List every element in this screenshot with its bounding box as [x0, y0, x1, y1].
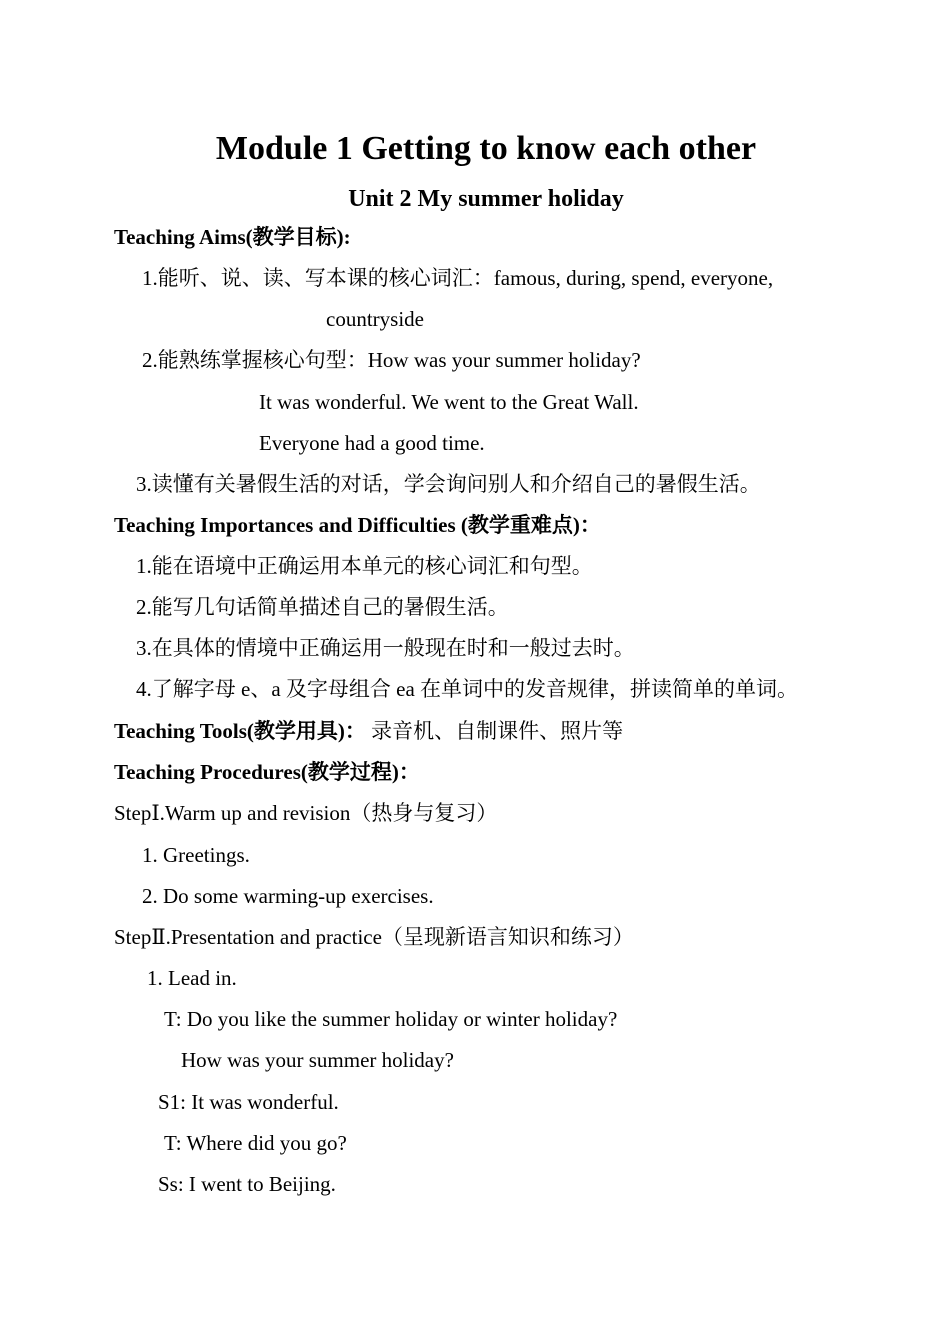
dialogue-line: T: Do you like the summer holiday or winter holiday?: [164, 1007, 618, 1031]
dialogue-line: How was your summer holiday?: [181, 1048, 454, 1072]
dialogue-line: Ss: I went to Beijing.: [158, 1172, 336, 1196]
importances-item-2: 2.能写几句话简单描述自己的暑假生活。: [136, 595, 509, 619]
page-subtitle: Unit 2 My summer holiday: [348, 186, 624, 212]
aims-item-2-line-2: It was wonderful. We went to the Great Wall.: [259, 390, 639, 414]
step-2-item-1: 1. Lead in.: [147, 966, 237, 990]
step-2-heading: StepⅡ.Presentation and practice（呈现新语言知识和练习）: [114, 925, 634, 949]
aims-item-1: 1.能听、说、读、写本课的核心词汇：famous, during, spend, everyone,: [142, 266, 774, 290]
aims-heading: Teaching Aims(教学目标):: [114, 225, 351, 249]
procedures-heading: Teaching Procedures(教学过程)：: [114, 760, 420, 784]
importances-item-4: 4.了解字母 e、a 及字母组合 ea 在单词中的发音规律，拼读简单的单词。: [136, 677, 799, 701]
aims-item-1-continued: countryside: [326, 307, 424, 331]
tools-heading: Teaching Tools(教学用具)：: [114, 719, 366, 743]
importances-item-1: 1.能在语境中正确运用本单元的核心词汇和句型。: [136, 554, 593, 578]
aims-item-2-line-3: Everyone had a good time.: [259, 431, 485, 455]
step-1-item-1: 1. Greetings.: [142, 843, 250, 867]
dialogue-line: S1: It was wonderful.: [158, 1090, 339, 1114]
importances-item-3: 3.在具体的情境中正确运用一般现在时和一般过去时。: [136, 636, 635, 660]
importances-heading: Teaching Importances and Difficulties (教学重难点)：: [114, 513, 601, 537]
step-1-heading: StepⅠ.Warm up and revision（热身与复习）: [114, 801, 498, 825]
tools-line: [114, 718, 623, 744]
dialogue-line: T: Where did you go?: [164, 1131, 347, 1155]
aims-item-2: 2.能熟练掌握核心句型：How was your summer holiday?: [142, 348, 641, 372]
page-title: Module 1 Getting to know each other: [215, 130, 757, 167]
step-1-item-2: 2. Do some warming-up exercises.: [142, 884, 434, 908]
tools-text: 录音机、自制课件、照片等: [365, 719, 624, 743]
aims-item-3: 3.读懂有关暑假生活的对话，学会询问别人和介绍自己的暑假生活。: [136, 472, 761, 496]
